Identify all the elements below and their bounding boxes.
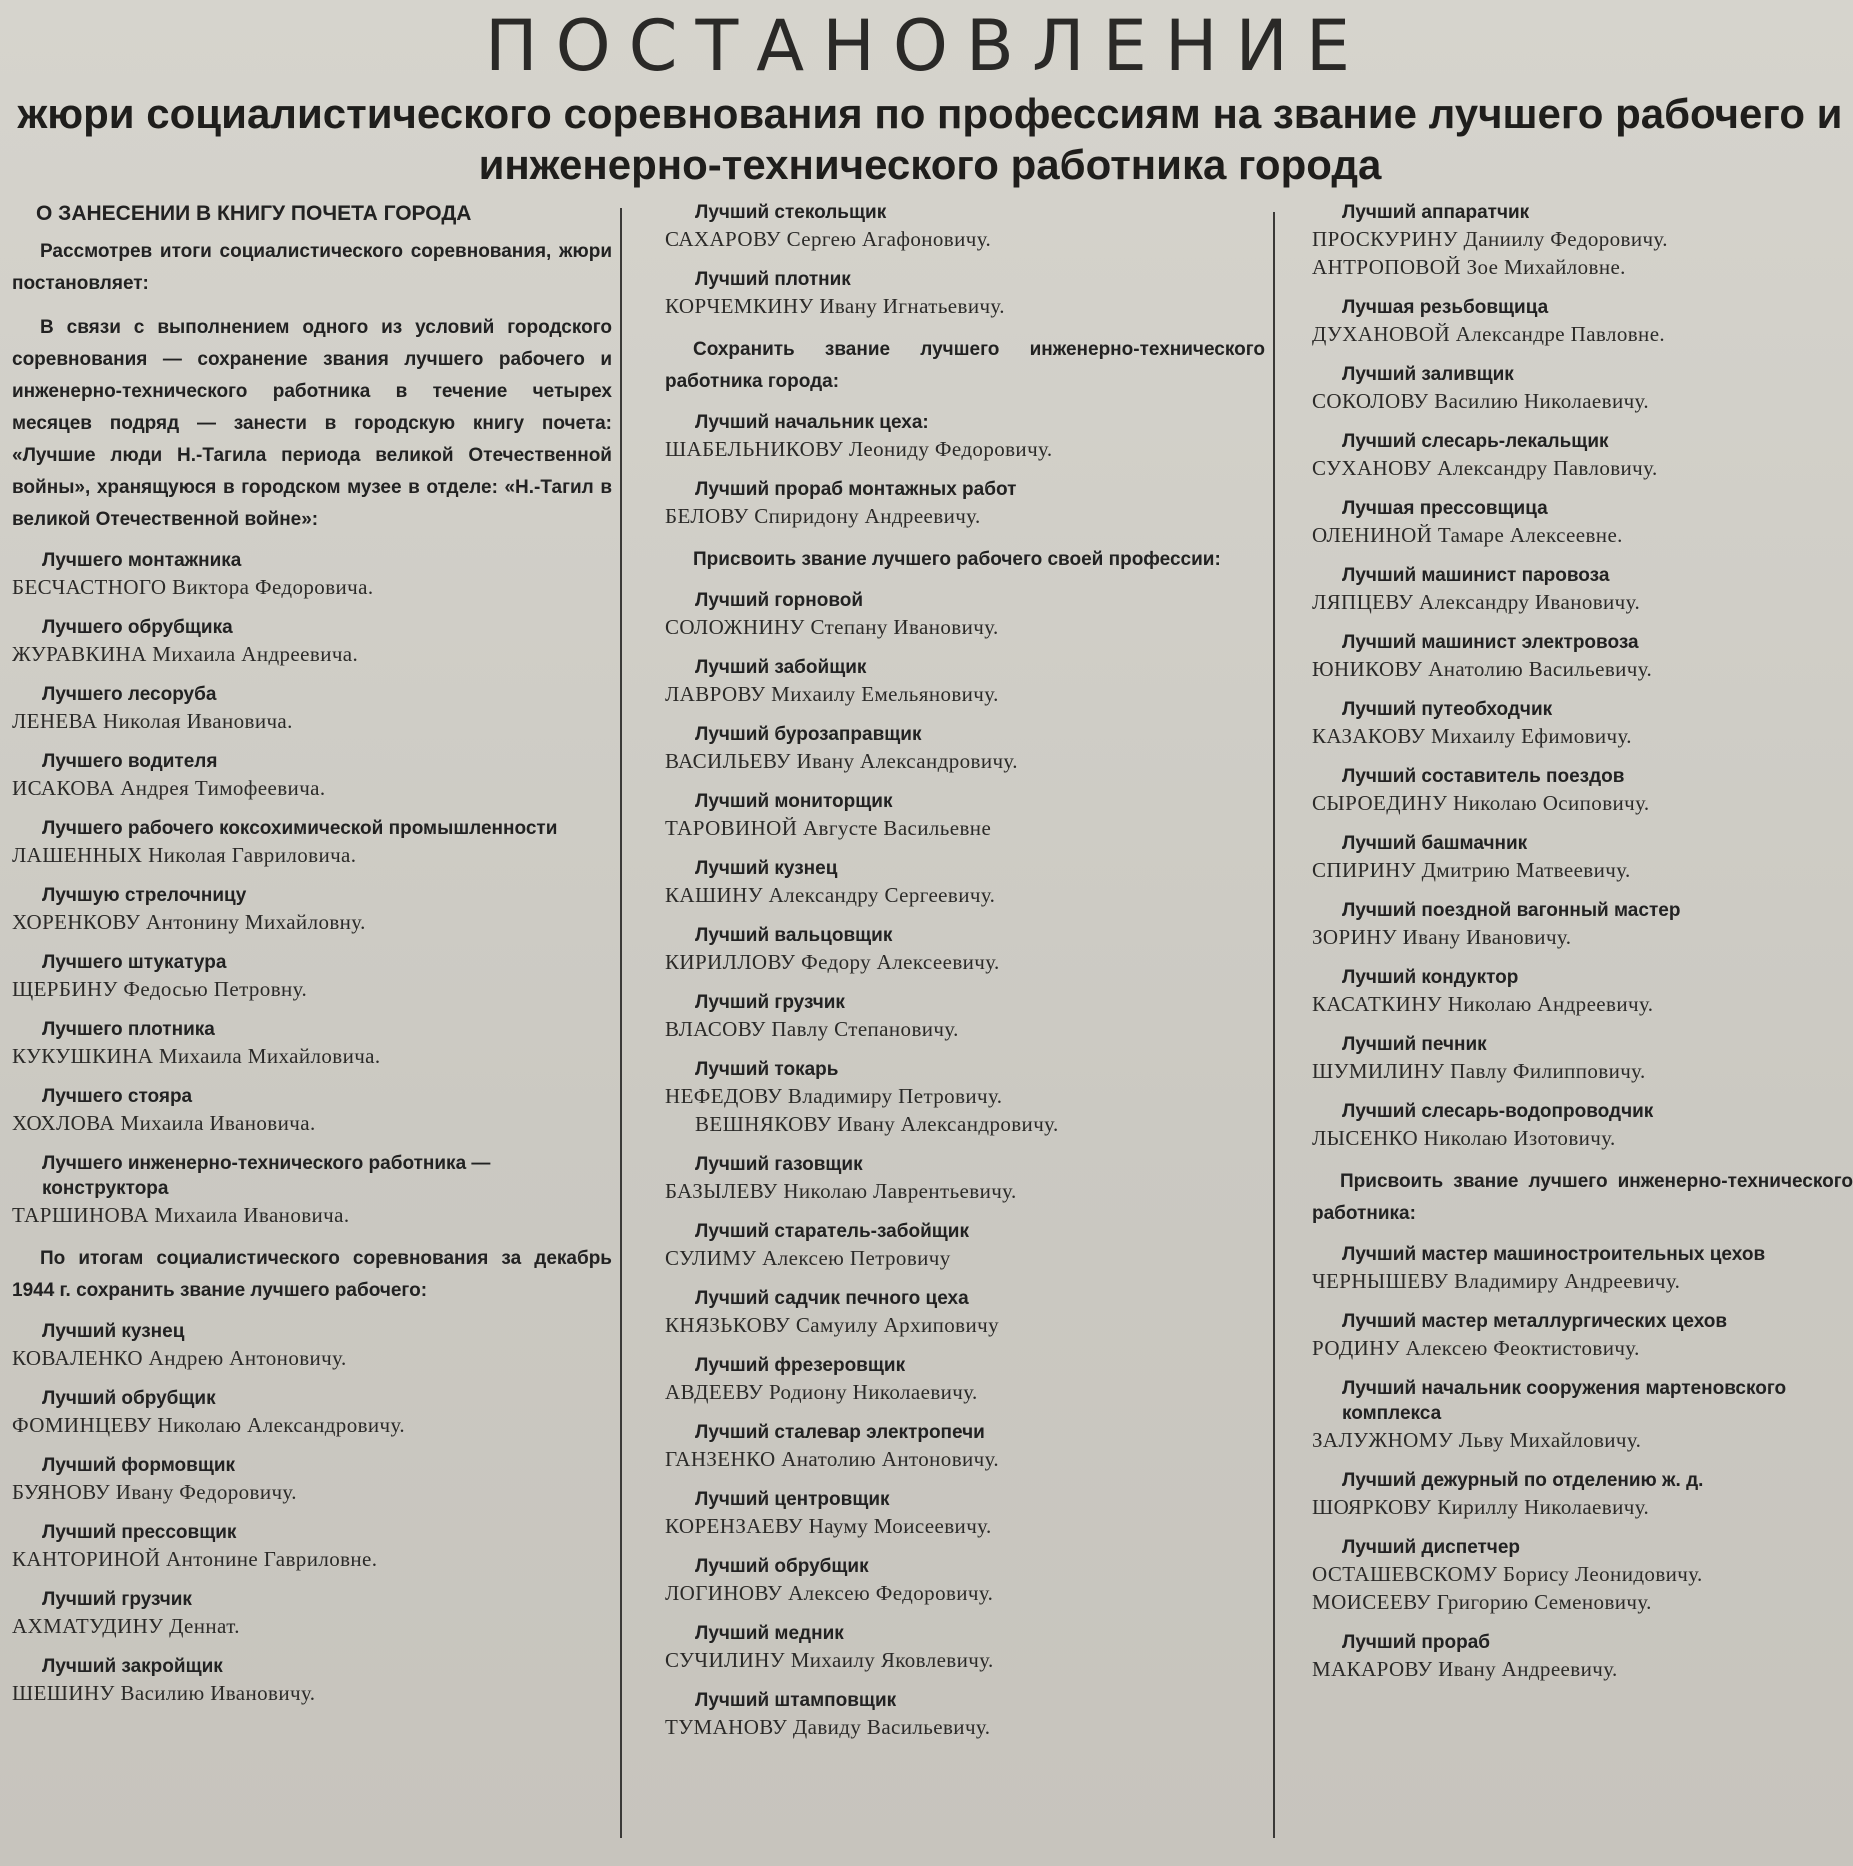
entry-title: Лучший мастер металлургических цехов <box>1342 1311 1728 1332</box>
entry-name: АВДЕЕВУ Родиону Николаевичу. <box>665 1380 978 1404</box>
assigned-workers-list <box>665 588 1265 1741</box>
entry-title: Лучший формовщик <box>42 1455 236 1476</box>
entry-name: РОДИНУ Алексею Феоктистовичу. <box>1312 1336 1640 1360</box>
book-of-honor-paragraph <box>12 312 612 536</box>
entry-name: ЛАВРОВУ Михаилу Емельяновичу. <box>665 682 999 706</box>
entry-name: ЛАШЕННЫХ Николая Гавриловича. <box>12 843 357 867</box>
entry-title: Лучший слесарь-водопроводчик <box>1342 1101 1654 1122</box>
entry-title: Лучший центровщик <box>695 1489 890 1510</box>
entry-title: Лучшего рабочего коксохимической промышленности <box>42 818 558 839</box>
entry-name: КУКУШКИНА Михаила Михайловича. <box>12 1044 381 1068</box>
entry-title: Лучший прессовщик <box>42 1522 237 1543</box>
entry-name: ШУМИЛИНУ Павлу Филипповичу. <box>1312 1059 1646 1083</box>
entry-title: Лучший путеобходчик <box>1342 699 1553 720</box>
entry-title: Лучший обрубщик <box>42 1388 216 1409</box>
assign-text: Присвоить звание лучшего рабочего своей профессии: <box>693 549 1221 570</box>
entry-title: Лучший сталевар электропечи <box>695 1422 985 1443</box>
entry-name: ШАБЕЛЬНИКОВУ Леониду Федоровичу. <box>665 437 1053 461</box>
entry-title: Лучший мониторщик <box>695 791 893 812</box>
entry-title: Лучший аппаратчик <box>1342 202 1530 223</box>
entry-name: СУЧИЛИНУ Михаилу Яковлевичу. <box>665 1648 994 1672</box>
itr-list <box>1312 1242 1853 1683</box>
entry-name: САХАРОВУ Сергею Агафоновичу. <box>665 227 992 251</box>
december-paragraph <box>12 1243 612 1307</box>
entry-name: СПИРИНУ Дмитрию Матвеевичу. <box>1312 858 1631 882</box>
entry-title: Лучший слесарь-лекальщик <box>1342 431 1609 452</box>
entry-title: Лучший закройщик <box>42 1656 223 1677</box>
entry-name: ОСТАШЕВСКОМУ Борису Леонидовичу. <box>1312 1562 1703 1586</box>
entry-title: Лучший составитель поездов <box>1342 766 1625 787</box>
entry-title: Лучший диспетчер <box>1342 1537 1521 1558</box>
page-title: ПОСТАНОВЛЕНИЕ <box>484 5 1369 87</box>
entry-name: АХМАТУДИНУ Деннат. <box>12 1614 240 1638</box>
intro-text: Рассмотрев итоги социалистического соревнования, жюри постановляет: <box>12 241 612 294</box>
entry-name: СОЛОЖНИНУ Степану Ивановичу. <box>665 615 999 639</box>
entry-name: НЕФЕДОВУ Владимиру Петровичу. <box>665 1084 1003 1108</box>
entry-name: СУХАНОВУ Александру Павловичу. <box>1312 456 1658 480</box>
entry-name: ЖУРАВКИНА Михаила Андреевича. <box>12 642 359 666</box>
entry-title: Лучшего лесоруба <box>42 684 217 705</box>
honor-book-list <box>12 548 612 1229</box>
entry-name: КОРЕНЗАЕВУ Науму Моисеевичу. <box>665 1514 992 1538</box>
entry-name: БУЯНОВУ Ивану Федоровичу. <box>12 1480 297 1504</box>
entry-name: БЕСЧАСТНОГО Виктора Федоровича. <box>12 575 374 599</box>
entry-name: БАЗЫЛЕВУ Николаю Лаврентьевичу. <box>665 1179 1017 1203</box>
entry-title: Лучший токарь <box>695 1059 839 1080</box>
entry-name: МАКАРОВУ Ивану Андреевичу. <box>1312 1657 1618 1681</box>
entry-title: Лучший грузчик <box>695 992 845 1013</box>
entry-title: Лучший бурозаправщик <box>695 724 922 745</box>
entry-name: ЛЫСЕНКО Николаю Изотовичу. <box>1312 1126 1616 1150</box>
entry-name: ХОРЕНКОВУ Антонину Михайловну. <box>12 910 366 934</box>
entry-title: Лучшего штукатура <box>42 952 227 973</box>
entry-name: ГАНЗЕНКО Анатолию Антоновичу. <box>665 1447 1000 1471</box>
entry-name: КНЯЗЬКОВУ Самуилу Архиповичу <box>665 1313 999 1337</box>
column-divider-left <box>620 208 622 1838</box>
entry-name: КИРИЛЛОВУ Федору Алексеевичу. <box>665 950 1000 974</box>
december-text: По итогам социалистического соревнования за декабрь 1944 г. сохранить звание лучшего рабочего: <box>12 1248 612 1301</box>
column-1 <box>12 200 612 1721</box>
entry-title: Лучший стекольщик <box>695 202 887 223</box>
entry-name: ФОМИНЦЕВУ Николаю Александровичу. <box>12 1413 405 1437</box>
entry-name: ОЛЕНИНОЙ Тамаре Алексеевне. <box>1312 523 1623 547</box>
entry-title: Лучшую стрелочницу <box>42 885 247 906</box>
entry-title: Лучший начальник цеха: <box>695 412 929 433</box>
entry-name: ЛЕНЕВА Николая Ивановича. <box>12 709 293 733</box>
entry-title: Лучший обрубщик <box>695 1556 869 1577</box>
workers-list-top <box>665 200 1265 320</box>
entry-name: КАСАТКИНУ Николаю Андреевичу. <box>1312 992 1654 1016</box>
entry-name: ПРОСКУРИНУ Даниилу Федоровичу. <box>1312 227 1668 251</box>
entry-name: ВЛАСОВУ Павлу Степановичу. <box>665 1017 959 1041</box>
entry-title: Лучшего инженерно-технического работника — конструктора <box>42 1153 491 1199</box>
entry-title: Лучший штамповщик <box>695 1690 897 1711</box>
entry-title: Лучший машинист электровоза <box>1342 632 1639 653</box>
itr-paragraph <box>1312 1166 1853 1230</box>
entry-title: Лучший мастер машиностроительных цехов <box>1342 1244 1766 1265</box>
entry-title: Лучший поездной вагонный мастер <box>1342 900 1681 921</box>
entry-name: ВЕШНЯКОВУ Ивану Александровичу. <box>695 1112 1059 1136</box>
entry-name: КАШИНУ Александру Сергеевичу. <box>665 883 996 907</box>
entry-name: КОРЧЕМКИНУ Ивану Игнатьевичу. <box>665 294 1005 318</box>
page-subtitle: жюри социалистического соревнования по профессиям на звание лучшего рабочего и инженерно-технического работника города <box>17 90 1843 188</box>
entry-name: ЗАЛУЖНОМУ Льву Михайловичу. <box>1312 1428 1642 1452</box>
entry-name: ШОЯРКОВУ Кириллу Николаевичу. <box>1312 1495 1650 1519</box>
entry-title: Лучший медник <box>695 1623 844 1644</box>
entry-title: Лучшего обрубщика <box>42 617 233 638</box>
entry-name: СЫРОЕДИНУ Николаю Осиповичу. <box>1312 791 1650 815</box>
entry-name: ЮНИКОВУ Анатолию Васильевичу. <box>1312 657 1653 681</box>
entry-name: ТАРОВИНОЙ Августе Васильевне <box>665 816 992 840</box>
entry-name: КАЗАКОВУ Михаилу Ефимовичу. <box>1312 724 1632 748</box>
entry-name: СУЛИМУ Алексею Петровичу <box>665 1246 951 1270</box>
entry-title: Лучший садчик печного цеха <box>695 1288 969 1309</box>
entry-title: Лучший забойщик <box>695 657 867 678</box>
entry-title: Лучший газовщик <box>695 1154 863 1175</box>
entry-title: Лучший машинист паровоза <box>1342 565 1610 586</box>
entry-title: Лучшего водителя <box>42 751 218 772</box>
entry-name: ШЕШИНУ Василию Ивановичу. <box>12 1681 316 1705</box>
entry-name: ЛОГИНОВУ Алексею Федоровичу. <box>665 1581 994 1605</box>
engineers-paragraph <box>665 334 1265 398</box>
entry-title: Лучший кузнец <box>42 1321 185 1342</box>
entry-title: Лучшего плотника <box>42 1019 215 1040</box>
entry-title: Лучшего монтажника <box>42 550 242 571</box>
entry-title: Лучший печник <box>1342 1034 1487 1055</box>
entry-name: КАНТОРИНОЙ Антонине Гавриловне. <box>12 1547 378 1571</box>
entry-title: Лучшая прессовщица <box>1342 498 1548 519</box>
entry-name: СОКОЛОВУ Василию Николаевичу. <box>1312 389 1649 413</box>
workers-list-col3 <box>1312 200 1853 1152</box>
entry-title: Лучший кузнец <box>695 858 838 879</box>
entry-title: Лучший начальник сооружения мартеновского комплекса <box>1342 1378 1787 1424</box>
entry-title: Лучший плотник <box>695 269 851 290</box>
entry-name: ЩЕРБИНУ Федосью Петровну. <box>12 977 308 1001</box>
entry-title: Лучший прораб <box>1342 1632 1491 1653</box>
engineers-list <box>665 410 1265 530</box>
entry-name: МОИСЕЕВУ Григорию Семеновичу. <box>1312 1590 1652 1614</box>
retained-title-list <box>12 1319 612 1707</box>
entry-name: ХОХЛОВА Михаила Ивановича. <box>12 1111 316 1135</box>
entry-name: ЛЯПЦЕВУ Александру Ивановичу. <box>1312 590 1641 614</box>
entry-name: ИСАКОВА Андрея Тимофеевича. <box>12 776 326 800</box>
entry-title: Лучший прораб монтажных работ <box>695 479 1017 500</box>
intro-paragraph <box>12 236 612 300</box>
entry-title: Лучший фрезеровщик <box>695 1355 906 1376</box>
column-divider-right <box>1273 212 1275 1838</box>
entry-title: Лучший грузчик <box>42 1589 192 1610</box>
engineers-text: Сохранить звание лучшего инженерно-технического работника города: <box>665 339 1265 392</box>
entry-title: Лучший кондуктор <box>1342 967 1519 988</box>
entry-title: Лучшего стояра <box>42 1086 193 1107</box>
itr-text: Присвоить звание лучшего инженерно-технического работника: <box>1312 1171 1853 1224</box>
entry-name: ЗОРИНУ Ивану Ивановичу. <box>1312 925 1572 949</box>
entry-title: Лучший вальцовщик <box>695 925 893 946</box>
entry-name: ДУХАНОВОЙ Александре Павловне. <box>1312 322 1666 346</box>
entry-title: Лучший дежурный по отделению ж. д. <box>1342 1470 1704 1491</box>
entry-name: ТАРШИНОВА Михаила Ивановича. <box>12 1203 350 1227</box>
book-of-honor-text: В связи с выполнением одного из условий городского соревнования — сохранение звания лучшего рабочего и инженерно-технического работника в течение четырех месяцев подряд — занести в городскую книгу почета: «Лучшие люди Н.-Тагила периода великой Отечественной войны», хранящуюся в городском музее в отделе: «Н.-Тагил в великой Отечественной войне»: <box>12 317 612 530</box>
entry-name: ТУМАНОВУ Давиду Васильевичу. <box>665 1715 991 1739</box>
entry-title: Лучшая резьбовщица <box>1342 297 1549 318</box>
column-3 <box>1312 200 1853 1697</box>
column-2 <box>665 200 1265 1755</box>
entry-title: Лучший заливщик <box>1342 364 1514 385</box>
assign-paragraph <box>665 544 1265 576</box>
section-heading: О ЗАНЕСЕНИИ В КНИГУ ПОЧЕТА ГОРОДА <box>36 202 472 225</box>
entry-name: АНТРОПОВОЙ Зое Михайловне. <box>1312 255 1626 279</box>
entry-name: ЧЕРНЫШЕВУ Владимиру Андреевичу. <box>1312 1269 1681 1293</box>
entry-name: БЕЛОВУ Спиридону Андреевичу. <box>665 504 981 528</box>
entry-title: Лучший горновой <box>695 590 864 611</box>
entry-name: ВАСИЛЬЕВУ Ивану Александровичу. <box>665 749 1018 773</box>
entry-title: Лучший старатель-забойщик <box>695 1221 969 1242</box>
entry-title: Лучший башмачник <box>1342 833 1528 854</box>
entry-name: КОВАЛЕНКО Андрею Антоновичу. <box>12 1346 347 1370</box>
